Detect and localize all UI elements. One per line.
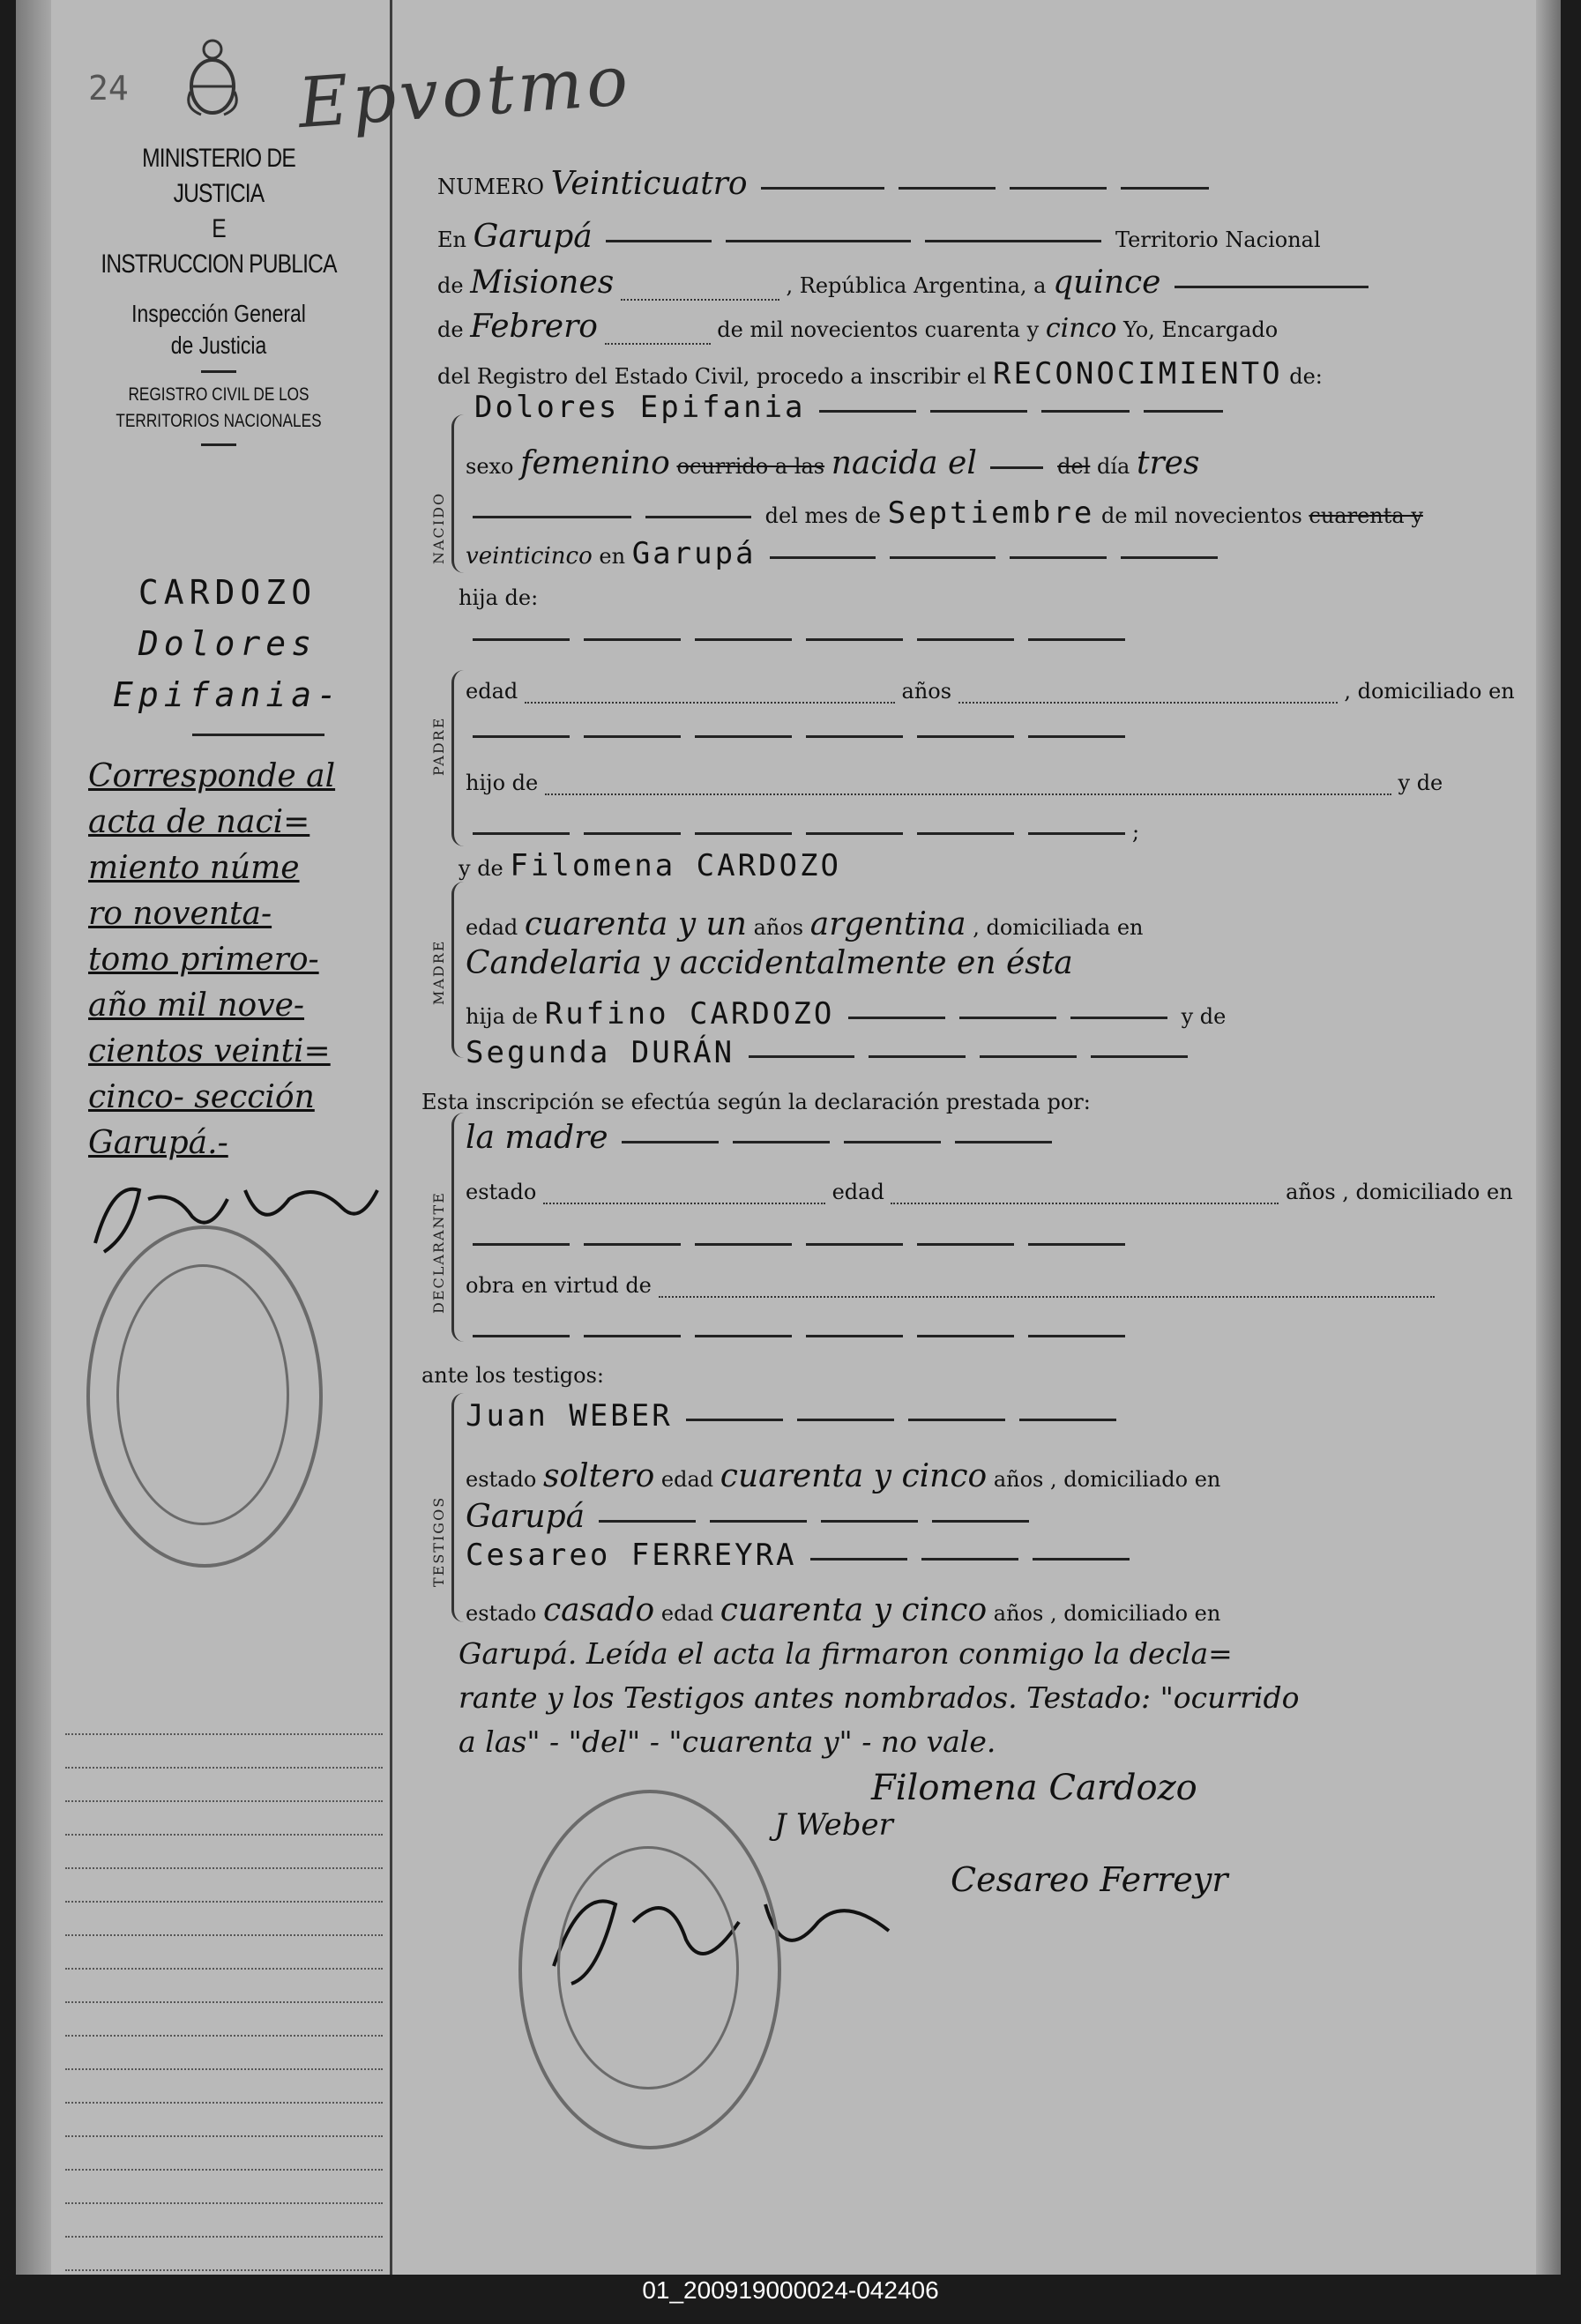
del-struck: del [1057,454,1091,479]
de-colon: de: [1289,364,1323,389]
sex-value: femenino [520,445,670,481]
y-de-label-madre: y de [1181,1004,1227,1029]
closing-line-1: Garupá. Leída el acta la firmaron conmigo la decla= [459,1636,1233,1671]
nacida-value: nacida el [831,445,977,481]
birth-place-value: Garupá [631,536,757,571]
record-form: NUMERO Veinticuatro En Garupá Territorio Nacional de Misiones , República Argentina, a quince de Febrero de mil novecientos cuarenta y cinco Yo, Encargado del Registro del Estado Civil, procedo a inscribir el RECONOCIMIENTO de: Dolores Epifania NACIDO sexo femenino ocurrido a las nacida el del día tres del mes de Septiembre de mil novecientos cuarenta y veinticinco en Garupá hija de: PADRE edad años , domiciliado en hijo de y de ; y de Filomena CARDOZO MADRE edad cuarenta y un años argentina , domiciliada en Candelaria y accidentalmente en ésta hija de Rufino CARDOZO y de Segunda DURÁN Esta inscripción se efectúa según la declaración prestada por: DECLARANTE la madre estado edad años , domiciliado en obra en virtud de ante los testigos: TESTIGOS Juan WEBER estado soltero edad cuarenta y cinco años , domiciliado en Garupá Cesareo FERREYRA estado casado edad cuarenta y cinco años , domiciliado en Garupá. Leída el acta la firmaron conmigo la decla= rante y los Testigos antes nombrados. Testado: "ocurrido a las" - "del" - "cuarenta y" - no vale. Filomena Cardozo J Weber Cesareo Ferreyr [404,0,1541,2275]
encargado-label: Yo, Encargado [1123,317,1279,342]
margin-surname: CARDOZO [138,573,317,612]
numero-label: NUMERO [437,175,545,199]
y-de-label: y de [1398,771,1443,795]
witness-1-name: Juan WEBER [466,1398,673,1434]
official-stamp [518,1790,781,2149]
margin-note-line: Garupá.- [88,1125,228,1161]
side-label-padre: PADRE [430,716,447,776]
en-label: En [437,227,466,252]
witness-1-status: soltero [542,1458,655,1494]
hija-de-label: hija de: [459,585,539,610]
mother-name-value: Filomena CARDOZO [510,848,841,883]
y-de-mother-label: y de [459,856,503,881]
territorio-label: Territorio Nacional [1115,227,1321,252]
province-value: Misiones [470,264,615,301]
ministry-conjunction: E [212,214,226,243]
en-label-2: en [599,544,626,569]
page-binding [16,0,51,2275]
margin-note-line: cinco- sección [88,1079,315,1115]
domiciliado-label-w1: , domiciliado en [1049,1467,1221,1492]
divider [192,734,324,736]
hijo-de-label: hijo de [466,771,539,795]
anos-label-madre: años [753,915,804,940]
side-label-testigos: TESTIGOS [430,1495,447,1587]
weber-signature: J Weber [774,1807,893,1843]
de-label: de [437,273,464,298]
side-label-declarante: DECLARANTE [430,1191,447,1314]
ferreyra-signature: Cesareo Ferreyr [951,1860,1228,1899]
mother-signature: Filomena Cardozo [871,1768,1197,1808]
dia-label: día [1097,454,1130,479]
margin-note-line: acta de naci= [88,804,310,840]
estado-label-w2: estado [466,1601,537,1626]
ministry-title: MINISTERIO DE JUSTICIA [142,144,295,208]
witness-2-status: casado [542,1592,655,1628]
side-label-madre: MADRE [430,939,447,1005]
registry-label: REGISTRO CIVIL DE LOS [128,384,309,405]
margin-note-line: cientos veinti= [88,1033,331,1069]
page-number: 24 [88,69,129,108]
cuarenta-struck: cuarenta y [1309,503,1423,528]
estado-label-w1: estado [466,1467,537,1492]
birth-day-value: tres [1137,445,1200,481]
child-name-value: Dolores Epifania [474,390,806,425]
ruled-lines-margin [65,1702,383,2271]
mother-address-value: Candelaria y accidentalmente en ésta [466,945,1073,981]
day-value: quince [1053,264,1161,301]
birth-year-value: veinticinco [466,543,593,570]
birth-month-value: Septiembre [887,495,1095,531]
ministry-title-2: INSTRUCCION PUBLICA [101,250,337,279]
margin-note-line: año mil nove- [88,987,305,1024]
act-type-value: RECONOCIMIENTO [993,356,1283,391]
territories-label: TERRITORIOS NACIONALES [116,411,322,431]
margin-note-line: ro noventa- [88,896,272,932]
witness-2-name: Cesareo FERREYRA [466,1538,797,1573]
witness-2-age: cuarenta y cinco [720,1592,988,1628]
document-page [16,0,1561,2275]
witness-1-place: Garupá [466,1499,585,1535]
side-label-nacido: NACIDO [430,491,447,564]
obra-label: obra en virtud de [466,1273,652,1298]
official-stamp-margin [86,1225,323,1568]
month-value: Febrero [470,309,598,345]
margin-note-line: miento núme [88,850,300,886]
grandfather-value: Rufino CARDOZO [544,996,835,1032]
republica-label: , República Argentina, a [786,273,1047,298]
testigos-label: ante los testigos: [421,1363,605,1388]
image-identifier: 01_200919000024-042406 [642,2276,939,2304]
anos-label-w2: años [993,1601,1044,1626]
anos-domiciliado-label: años [1286,1180,1336,1204]
registro-text: del Registro del Estado Civil, procedo a inscribir el [437,364,987,389]
declarant-value: la madre [466,1120,608,1156]
closing-line-2: rante y los Testigos antes nombrados. Testado: "ocurrido [459,1680,1300,1715]
de-label-2: de [437,317,464,342]
margin-note-line: tomo primero- [88,942,319,978]
year-value: cinco [1045,313,1117,344]
domiciliada-label: , domiciliada en [973,915,1144,940]
mother-nationality-value: argentina [809,906,966,942]
domiciliado-label: , domiciliado en [1344,679,1515,704]
hija-de-label-madre: hija de [466,1004,539,1029]
closing-line-3: a las" - "del" - "cuarenta y" - no vale. [459,1724,996,1759]
margin-given-name-2: Epifania- [113,675,342,714]
margin-annotation [88,754,379,1166]
place-value: Garupá [473,219,593,255]
coat-of-arms-icon [183,37,242,120]
edad-label-w2: edad [660,1601,714,1626]
mother-age-value: cuarenta y un [524,906,747,942]
grandmother-value: Segunda DURÁN [466,1035,735,1070]
numero-value: Veinticuatro [550,166,748,202]
estado-label-declarante: estado [466,1180,537,1204]
sexo-label: sexo [466,454,514,479]
declaracion-text: Esta inscripción se efectúa según la declaración prestada por: [421,1090,1091,1114]
inspection-label: Inspección General [131,300,306,327]
edad-label: edad [466,679,518,704]
margin-given-name-1: Dolores [138,624,317,663]
document-heading: Epvotmo [295,41,634,145]
witness-1-age: cuarenta y cinco [720,1458,988,1494]
anos-label: años [901,679,952,704]
anos-label-w1: años [993,1467,1044,1492]
ministry-header [69,141,369,455]
domiciliado-label-2: , domiciliado en [1342,1180,1513,1204]
ocurrido-struck: ocurrido a las [676,454,825,479]
domiciliado-label-w2: , domiciliado en [1049,1601,1221,1626]
year-text: de mil novecientos cuarenta y [717,317,1040,342]
edad-label-madre: edad [466,915,518,940]
edad-label-declarante: edad [832,1180,884,1204]
de-mil-label: de mil novecientos [1100,503,1302,528]
justice-label: de Justicia [170,331,267,359]
divider [201,370,236,373]
divider [201,443,236,446]
del-mes-label: del mes de [764,503,881,528]
edad-label-w1: edad [660,1467,714,1492]
margin-note-line: Corresponde al [88,758,336,794]
